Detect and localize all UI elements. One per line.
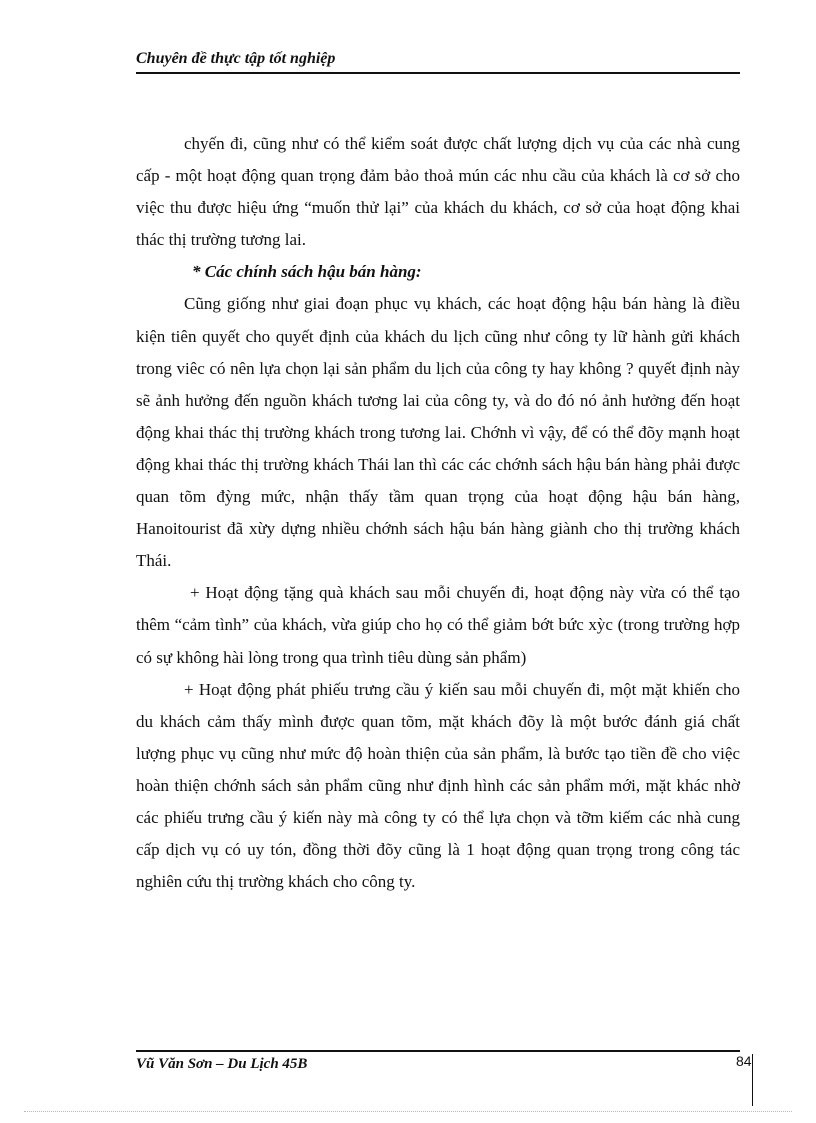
paragraph-1: chyến đi, cũng như có thể kiểm soát được chất lượng dịch vụ của các nhà cung cấp - một hoạt động quan trọng đảm bảo thoả mún các nhu cầu của khách là cơ sở cho việc thu được hiệu ứng “muốn thử lại” của khách du khách, cơ sở của hoạt động khai thác thị trường tương lai. [136,134,740,250]
footer-vertical-rule [752,1054,753,1106]
page-edge-dotted-line [24,1111,792,1112]
section-subheading: * Các chính sách hậu bán hàng: [192,262,422,282]
paragraph-4: + Hoạt động phát phiếu trưng cầu ý kiến sau mỗi chuyến đi, một mặt khiến cho du khách cảm thấy mình được quan tõm, mặt khách đõy là một bước đánh giá chất lượng phục vụ cũng như mức độ hoàn thiện của sản phẩm, là bước tạo tiền đề cho việc hoàn thiện chớnh sách sản phẩm cũng như định hình các sản phẩm mới, mặt khác nhờ các phiếu trưng cầu ý kiến này mà công ty có thể lựa chọn và tỡm kiếm các nhà cung cấp dịch vụ có uy tón, đồng thời đõy cũng là 1 hoạt động quan trọng trong công tác nghiên cứu thị trường khách cho công ty. [136,679,740,892]
page-number: 84 [736,1053,752,1069]
footer-rule [136,1050,740,1052]
header-title: Chuyên đề thực tập tốt nghiệp [136,50,336,67]
header-rule [136,72,740,74]
footer-author: Vũ Văn Sơn – Du Lịch 45B [136,1056,308,1072]
paragraph-3: + Hoạt động tặng quà khách sau mỗi chuyến đi, hoạt động này vừa có thể tạo thêm “cảm tình” của khách, vừa giúp cho họ có thể giảm bớt bức xỳc (trong trường hợp có sự không hài lòng trong qua trình tiêu dùng sản phẩm) [136,583,740,667]
body-text [136,128,740,898]
paragraph-2: Cũng giống như giai đoạn phục vụ khách, các hoạt động hậu bán hàng là điều kiện tiên quyết cho quyết định của khách du lịch cũng như công ty lữ hành gửi khách trong viêc có nên lựa chọn lại sản phẩm du lịch của công ty hay không ? quyết định này sẽ ảnh hưởng đến nguồn khách tương lai của công ty, và do đó nó ảnh hưởng đến hoạt động khai thác thị trường khách trong tương lai. Chớnh vì vậy, để có thể đõy mạnh hoạt động khai thác thị trường khách Thái lan thì các các chớnh sách hậu bán hàng phải được quan tõm đỳng mức, nhận thấy tầm quan trọng của hoạt động hậu bán hàng, Hanoitourist đã xừy dựng nhiều chớnh sách hậu bán hàng giành cho thị trường khách Thái. [136,294,740,571]
